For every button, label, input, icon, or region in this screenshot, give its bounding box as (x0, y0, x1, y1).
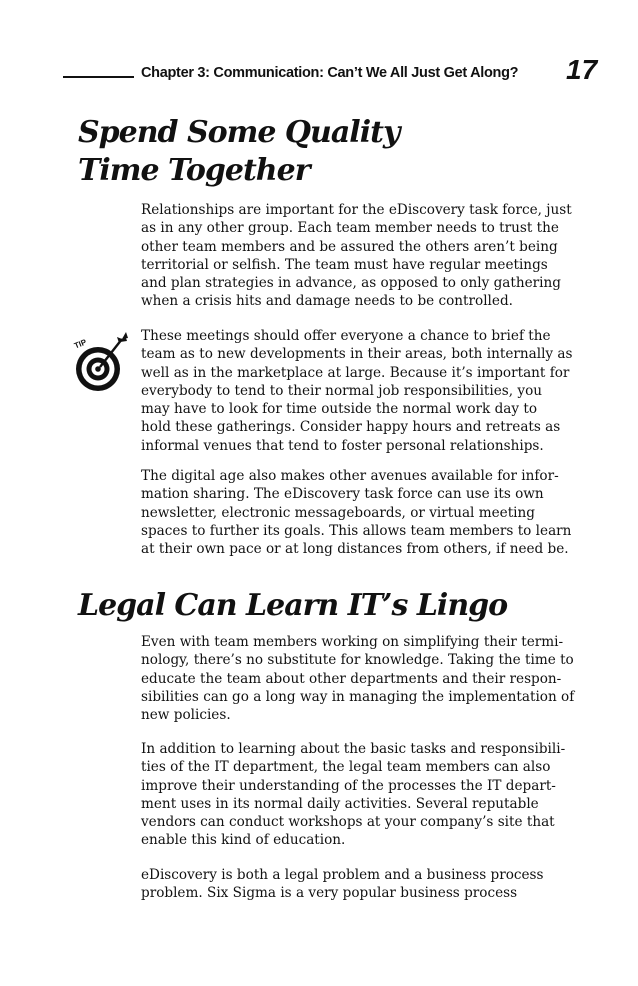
section-heading-line: Time Together (78, 153, 310, 188)
paragraph (141, 633, 575, 724)
text-line: well as in the marketplace at large. Because it’s important for (141, 364, 570, 381)
text-line: new policies. (141, 707, 231, 724)
text-line: ment uses in its normal daily activities. Several reputable (141, 795, 539, 812)
text-line: Relationships are important for the eDiscovery task force, just (141, 202, 572, 218)
text-line: hold these gatherings. Consider happy hours and retreats as (141, 419, 561, 436)
text-line: eDiscovery is both a legal problem and a business process (141, 867, 544, 883)
section-heading-legal-it-lingo (78, 587, 507, 625)
text-line: newsletter, electronic messageboards, or virtual meeting (141, 504, 535, 521)
text-line: problem. Six Sigma is a very popular business process (141, 885, 518, 902)
text-line: sibilities can go a long way in managing the implementation of (141, 688, 575, 705)
text-line: other team members and be assured the others aren’t being (141, 238, 558, 255)
text-line: when a crisis hits and damage needs to be controlled. (141, 293, 513, 310)
text-line: educate the team about other departments and their respon- (141, 670, 562, 687)
text-line: and plan strategies in advance, as opposed to only gathering (141, 275, 561, 292)
paragraph (141, 740, 575, 850)
header-rule (63, 76, 134, 78)
section-heading-line: Legal Can Learn IT’s Lingo (78, 588, 508, 623)
section-heading-quality-time (78, 114, 399, 190)
text-line: at their own pace or at long distances from others, if need be. (141, 541, 569, 558)
text-line: ties of the IT department, the legal team members can also (141, 759, 551, 776)
text-line: as in any other group. Each team member needs to trust the (141, 220, 559, 237)
tip-label: TIP (72, 337, 88, 351)
text-line: enable this kind of education. (141, 832, 346, 849)
text-line: everybody to tend to their normal job responsibilities, you (141, 382, 543, 399)
text-line: Even with team members working on simplifying their termi- (141, 634, 564, 650)
section-heading-line: Spend Some Quality (78, 115, 400, 150)
text-line: territorial or selfish. The team must have regular meetings (141, 256, 548, 273)
text-line: informal venues that tend to foster personal relationships. (141, 437, 544, 454)
paragraph (141, 327, 575, 455)
paragraph (141, 201, 575, 311)
text-line: nology, there’s no substitute for knowledge. Taking the time to (141, 652, 574, 669)
text-line: vendors can conduct workshops at your company’s site that (141, 814, 555, 831)
tip-target-icon (70, 327, 132, 393)
text-line: mation sharing. The eDiscovery task force can use its own (141, 486, 544, 503)
text-line: may have to look for time outside the normal work day to (141, 401, 538, 418)
running-header-chapter: Chapter 3: Communication: Can’t We All Just Get Along? (141, 65, 519, 81)
text-line: These meetings should offer everyone a chance to brief the (141, 328, 551, 344)
paragraph (141, 866, 575, 903)
text-line: spaces to further its goals. This allows team members to learn (141, 522, 572, 539)
text-line: improve their understanding of the processes the IT depart- (141, 777, 556, 794)
paragraph (141, 467, 575, 558)
text-line: team as to new developments in their areas, both internally as (141, 346, 573, 363)
text-line: The digital age also makes other avenues available for infor- (141, 468, 559, 484)
page-number: 17 (566, 54, 598, 85)
text-line: In addition to learning about the basic tasks and responsibili- (141, 741, 566, 757)
